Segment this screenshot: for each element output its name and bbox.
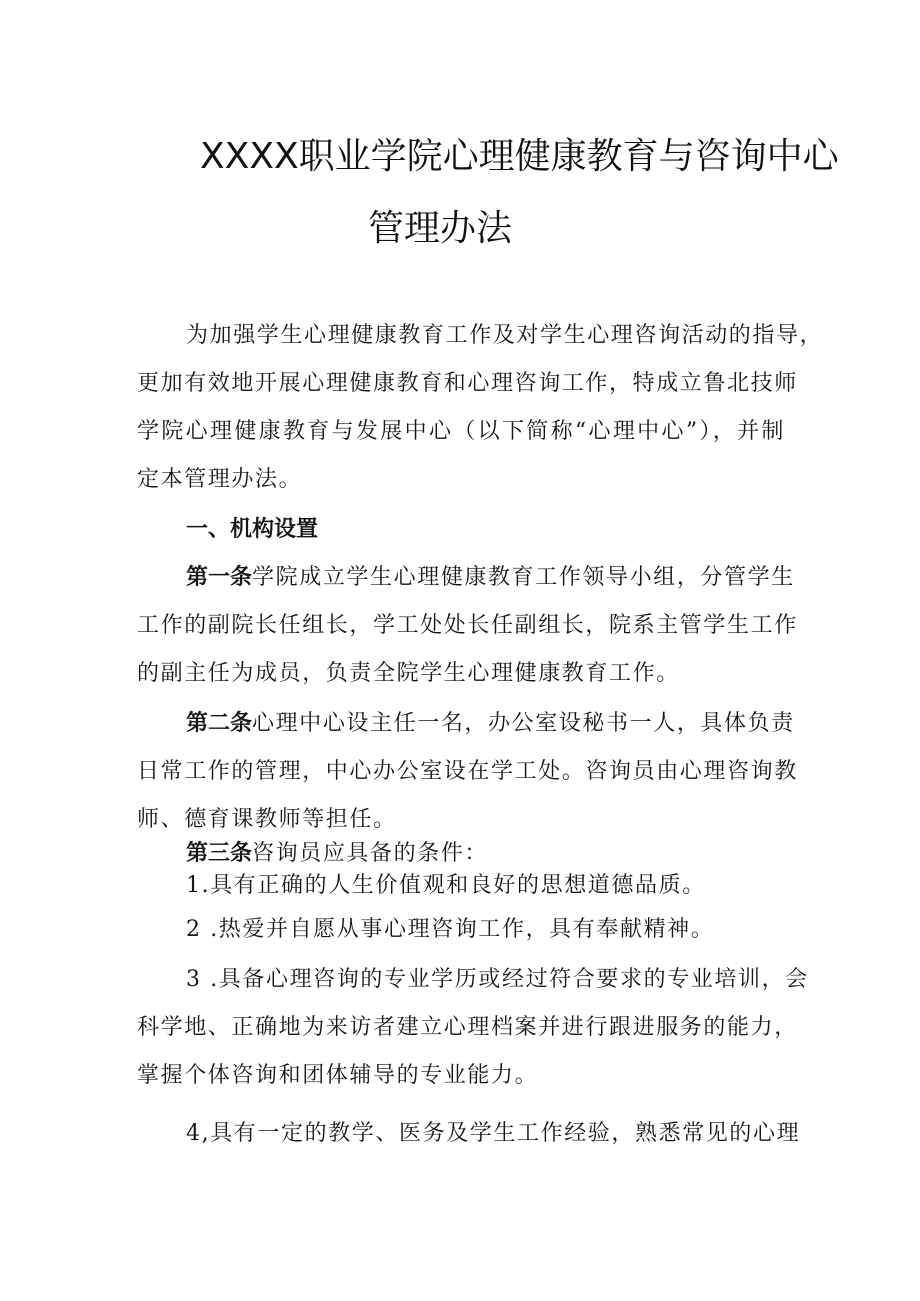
article-2-label: 第二条 <box>186 711 253 736</box>
article-3-label: 第三条 <box>186 841 253 866</box>
section-heading-1: 一、机构设置 <box>186 517 319 542</box>
article-1-text: 学院成立学生心理健康教育工作领导小组，分管学生 <box>252 565 795 590</box>
document-title-line-2: 管理办法 <box>368 208 513 249</box>
article-2-line-1 <box>186 706 795 737</box>
article-2-line-3: 师、德育课教师等担任。 <box>137 807 397 832</box>
article-3-item-3: 3 .具备心理咨询的专业学历或经过符合要求的专业培训，会 <box>186 967 809 992</box>
article-1-line-1 <box>186 560 795 591</box>
article-1-line-2: 工作的副院长任组长，学工处处长任副组长，院系主管学生工作 <box>137 613 798 638</box>
article-2-text: 心理中心设主任一名，办公室设秘书一人，具体负责 <box>252 711 795 736</box>
article-3-item-3-cont-1: 科学地、正确地为来访者建立心理档案并进行跟进服务的能力， <box>137 1015 798 1040</box>
intro-line-4: 定本管理办法。 <box>137 467 303 492</box>
intro-line-1: 为加强学生心理健康教育工作及对学生心理咨询活动的指导， <box>186 323 824 348</box>
article-3-line-1 <box>186 836 488 867</box>
article-3-item-1: 1.具有正确的人生价值观和良好的思想道德品质。 <box>186 873 706 898</box>
intro-line-2: 更加有效地开展心理健康教育和心理咨询工作，特成立鲁北技师 <box>137 371 798 396</box>
intro-line-3: 学院心理健康教育与发展中心（以下简称“心理中心”），并制 <box>137 419 785 444</box>
article-3-item-3-cont-2: 掌握个体咨询和团体辅导的专业能力。 <box>137 1063 539 1088</box>
article-1-label: 第一条 <box>186 565 253 590</box>
article-3-item-4: 4,具有一定的教学、医务及学生工作经验，熟悉常见的心理 <box>186 1121 801 1146</box>
article-1-line-3: 的副主任为成员，负责全院学生心理健康教育工作。 <box>137 661 680 686</box>
article-2-line-2: 日常工作的管理，中心办公室设在学工处。咨询员由心理咨询教 <box>137 759 798 784</box>
document-title-line-1: XXXX职业学院心理健康教育与咨询中心 <box>200 136 839 177</box>
article-3-item-2: 2 .热爱并自愿从事心理咨询工作，具有奉献精神。 <box>186 917 715 942</box>
article-3-text: 咨询员应具备的条件： <box>252 841 489 866</box>
